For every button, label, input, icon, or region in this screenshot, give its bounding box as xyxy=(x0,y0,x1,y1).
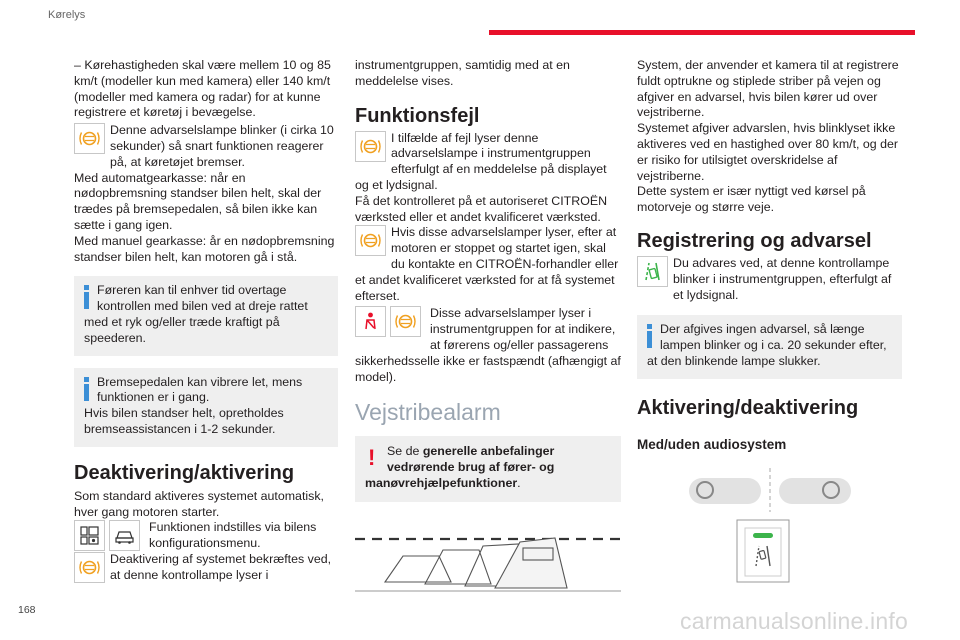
info-box-override xyxy=(74,276,338,355)
car-outline-icon xyxy=(109,520,140,551)
paragraph-fault-lamp: I tilfælde af fejl lyser denne advarselslampe i instrumentgruppen efterfulgt af en meddelelse på displayet og et lydsignal. xyxy=(355,130,607,192)
watermark: carmanualsonline.info xyxy=(680,608,908,634)
exclamation-icon: ! xyxy=(368,445,376,471)
warning-box-recommendations xyxy=(355,436,621,501)
paragraph-contact-dealer: Hvis disse advarselslamper lyser, efter at motoren er stoppet og startet igen, skal du kontakte en CITROËN-forhandler eller et andet kvalificeret værksted for at få systemet efterset. xyxy=(355,225,619,303)
column-2 xyxy=(355,58,621,592)
lane-departure-illustration xyxy=(355,522,621,592)
paragraph-camera-system: System, der anvender et kamera til at registrere fuldt optrukne og stiplede striber på vejen og afgiver en advarsel, hvis bilen kører ud over vejstriberne. xyxy=(637,58,899,120)
info-icon xyxy=(84,377,89,401)
info-text-assist: Hvis bilen standser helt, opretholdes bremseassistancen i 1-2 sekunder. xyxy=(84,406,284,436)
running-header: Kørelys xyxy=(48,9,86,21)
seatbelt-icon xyxy=(355,306,386,337)
brake-warning-icon xyxy=(355,131,386,162)
info-icon xyxy=(84,285,89,309)
paragraph-message-shown: instrumentgruppen, samtidig med at en meddelelse vises. xyxy=(355,58,570,88)
subheading-audio: Med/uden audiosystem xyxy=(637,436,787,452)
heading-malfunction: Funktionsfejl xyxy=(355,104,480,127)
lane-departure-icon xyxy=(637,256,668,287)
paragraph-lamp-flashes: Du advares ved, at denne kontrollampe blinker i instrumentgruppen, efterfulgt af et lydsignal. xyxy=(673,255,892,302)
paragraph-deactivation-confirm: Deaktivering af systemet bekræftes ved, at denne kontrollampe lyser i xyxy=(110,552,332,583)
header-accent-bar xyxy=(489,30,915,35)
paragraph-highways: Dette system er især nyttigt ved kørsel på motorveje og større veje. xyxy=(637,184,866,215)
heading-detection-warning: Registrering og advarsel xyxy=(637,229,872,252)
paragraph-lamp-blinks: Denne advarselslampe blinker (i cirka 10 sekunder) så snart funktionen reagerer på, at køretøjet bremser. xyxy=(110,123,334,169)
paragraph-seatbelt: Disse advarselslamper lyser i instrumentgruppen for at indikere, at førerens og/eller passagerens sikkerhedsselle ikke er fastspændt (afhængigt af model). xyxy=(355,306,621,384)
warning-text: Se de generelle anbefalinger vedrørende brug af fører- og manøvrehjælpefunktioner. xyxy=(365,444,555,490)
page-number: 168 xyxy=(18,604,36,616)
heading-deactivation: Deaktivering/aktivering xyxy=(74,461,295,484)
column-1 xyxy=(74,58,338,584)
heading-activation: Aktivering/deaktivering xyxy=(637,396,859,419)
column-3 xyxy=(637,58,902,592)
paragraph-speed: – Kørehastigheden skal være mellem 10 og 85 km/t (modeller kun med kamera) eller 140 km/t (modeller med kamera og radar) for at kunne registrere et køretøj i bevægelse. xyxy=(74,58,331,120)
paragraph-manual: Med manuel gearkasse: år en nødopbremsning standser bilen helt, kan motoren gå i stå. xyxy=(74,233,335,264)
brake-warning-icon xyxy=(74,123,105,154)
info-box-pedal xyxy=(74,368,338,447)
heading-lane-alarm: Vejstribealarm xyxy=(355,399,501,426)
steering-wheel-illustration xyxy=(637,462,902,592)
brake-warning-icon xyxy=(355,225,386,256)
brake-warning-icon xyxy=(390,306,421,337)
brake-warning-icon xyxy=(74,552,105,583)
paragraph-workshop: Få det kontrolleret på et autoriseret CITROËN værksted eller et andet kvalificeret værksted. xyxy=(355,193,608,224)
paragraph-turn-signal: Systemet afgiver advarslen, hvis blinklyset ikke aktiveres ved en hastighed over 80 km/t, og der er risiko for utilsigtet overskridelse af vejstriberne. xyxy=(637,121,899,183)
info-text-override: Føreren kan til enhver tid overtage kontrollen med bilen ved at dreje rattet med et ryk og/eller træde kraftigt på speederen. xyxy=(84,283,308,345)
paragraph-config-menu: Funktionen indstilles via bilens konfigurationsmenu. xyxy=(149,520,317,551)
paragraph-default-active: Som standard aktiveres systemet automatisk, hver gang motoren starter. xyxy=(74,488,324,519)
paragraph-automatic: Med automatgearkasse: når en nødopbremsning standser bilen helt, skal der trædes på bremsepedalen, så bilen ikke kan sætte i gang igen. xyxy=(74,170,322,232)
info-text-pedal: Bremsepedalen kan vibrere let, mens funktionen er i gang. xyxy=(97,374,303,405)
info-box-no-warning xyxy=(637,315,902,378)
info-text-no-warning: Der afgives ingen advarsel, så længe lampen blinker og i ca. 20 sekunder efter, at den blinkende lampe slukker. xyxy=(647,322,887,368)
info-icon xyxy=(647,324,652,348)
settings-menu-icon xyxy=(74,520,105,551)
